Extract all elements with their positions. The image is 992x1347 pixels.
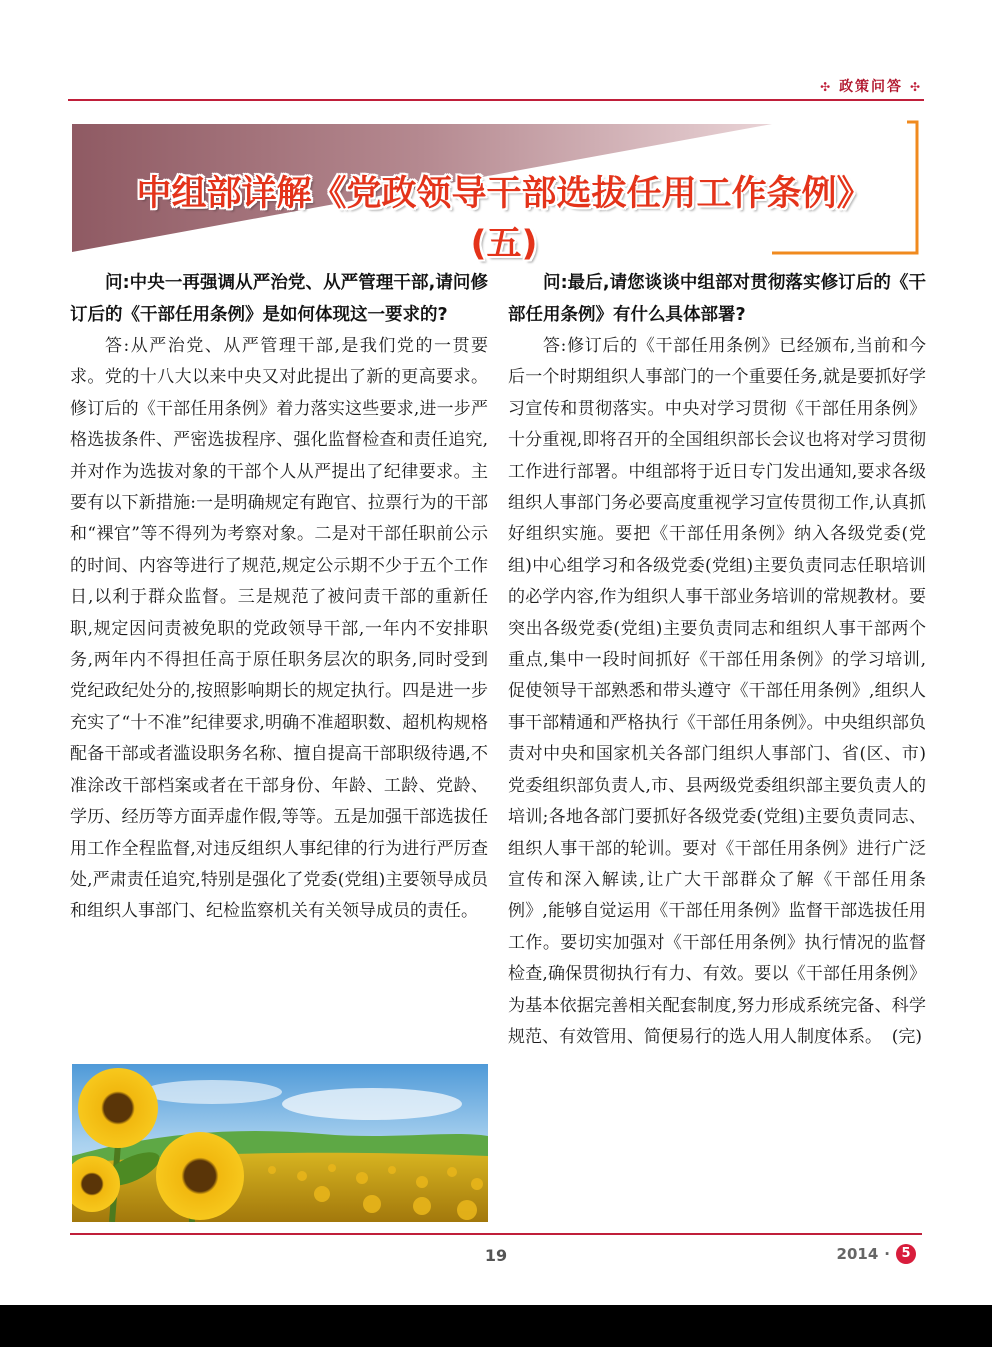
ornament-left-icon: ✣: [820, 80, 833, 94]
left-column: [70, 268, 488, 928]
issue-separator: ·: [884, 1245, 890, 1263]
answer-1: 答:从严治党、从严管理干部,是我们党的一贯要求。党的十八大以来中央又对此提出了新的更高要求。修订后的《干部任用条例》着力落实这些要求,进一步严格选拔条件、严密选拔程序、强化监督检查和责任追究,并对作为选拔对象的干部个人从严提出了纪律要求。主要有以下新措施:一是明确规定有跑官、拉票行为的干部和“裸官”等不得列为考察对象。二是对干部任职前公示的时间、内容等进行了规范,规定公示期不少于五个工作日,以利于群众监督。三是规范了被问责干部的重新任职,规定因问责被免职的党政领导干部,一年内不安排职务,两年内不得担任高于原任职务层次的职务,同时受到党纪政纪处分的,按照影响期长的规定执行。四是进一步充实了“十不准”纪律要求,明确不准超职数、超机构规格配备干部或者滥设职务名称、擅自提高干部职级待遇,不准涂改干部档案或者在干部身份、年龄、工龄、党龄、学历、经历等方面弄虚作假,等等。五是加强干部选拔任用工作全程监督,对违反组织人事纪律的行为进行严厉查处,严肃责任追究,特别是强化了党委(党组)主要领导成员和组织人事部门、纪检监察机关有关领导成员的责任。: [70, 336, 488, 922]
issue-number-badge: 5: [896, 1244, 916, 1264]
question-1: 问:中央一再强调从严治党、从严管理干部,请问修订后的《干部任用条例》是如何体现这一要求的?: [70, 273, 488, 325]
title-banner: [72, 120, 920, 264]
right-column: [508, 268, 926, 1053]
issue-year: 2014: [836, 1245, 879, 1263]
sunflower-field-icon: [72, 1064, 488, 1222]
header-rule: [68, 99, 924, 101]
end-mark: (完): [891, 1026, 922, 1047]
answer-2: 答:修订后的《干部任用条例》已经颁布,当前和今后一个时期组织人事部门的一个重要任务,就是要抓好学习宣传和贯彻落实。中央对学习贯彻《干部任用条例》十分重视,即将召开的全国组织部长会议也将对学习贯彻工作进行部署。中组部将于近日专门发出通知,要求各级组织人事部门务必要高度重视学习宣传贯彻工作,认真抓好组织实施。要把《干部任用条例》纳入各级党委(党组)中心组学习和各级党委(党组)主要负责同志任职培训的必学内容,作为组织人事干部业务培训的常规教材。要突出各级党委(党组)主要负责同志和组织人事干部两个重点,集中一段时间抓好《干部任用条例》的学习培训,促使领导干部熟悉和带头遵守《干部任用条例》,组织人事干部精通和严格执行《干部任用条例》。中央组织部负责对中央和国家机关各部门组织人事部门、省(区、市)党委组织部负责人,市、县两级党委组织部主要负责人的培训;各地各部门要抓好各级党委(党组)主要负责同志、组织人事干部的轮训。要对《干部任用条例》进行广泛宣传和深入解读,让广大干部群众了解《干部任用条例》,能够自觉运用《干部任用条例》监督干部选拔任用工作。要切实加强对《干部任用条例》执行情况的监督检查,确保贯彻执行有力、有效。要以《干部任用条例》为基本依据完善相关配套制度,努力形成系统完备、科学规范、有效管用、简便易行的选人用人制度体系。: [508, 336, 926, 1047]
footer-rule: [70, 1233, 922, 1235]
page-number: 19: [484, 1246, 508, 1265]
section-label: [820, 76, 922, 96]
issue-info: [837, 1244, 916, 1264]
section-name: 政策问答: [839, 79, 904, 95]
question-2: 问:最后,请您谈谈中组部对贯彻落实修订后的《干部任用条例》有什么具体部署?: [508, 273, 926, 325]
article-title: 中组部详解《党政领导干部选拔任用工作条例》(五): [136, 174, 872, 264]
sunflower-photo: [72, 1064, 488, 1222]
bottom-band: [0, 1305, 992, 1347]
ornament-right-icon: ✣: [909, 80, 922, 94]
